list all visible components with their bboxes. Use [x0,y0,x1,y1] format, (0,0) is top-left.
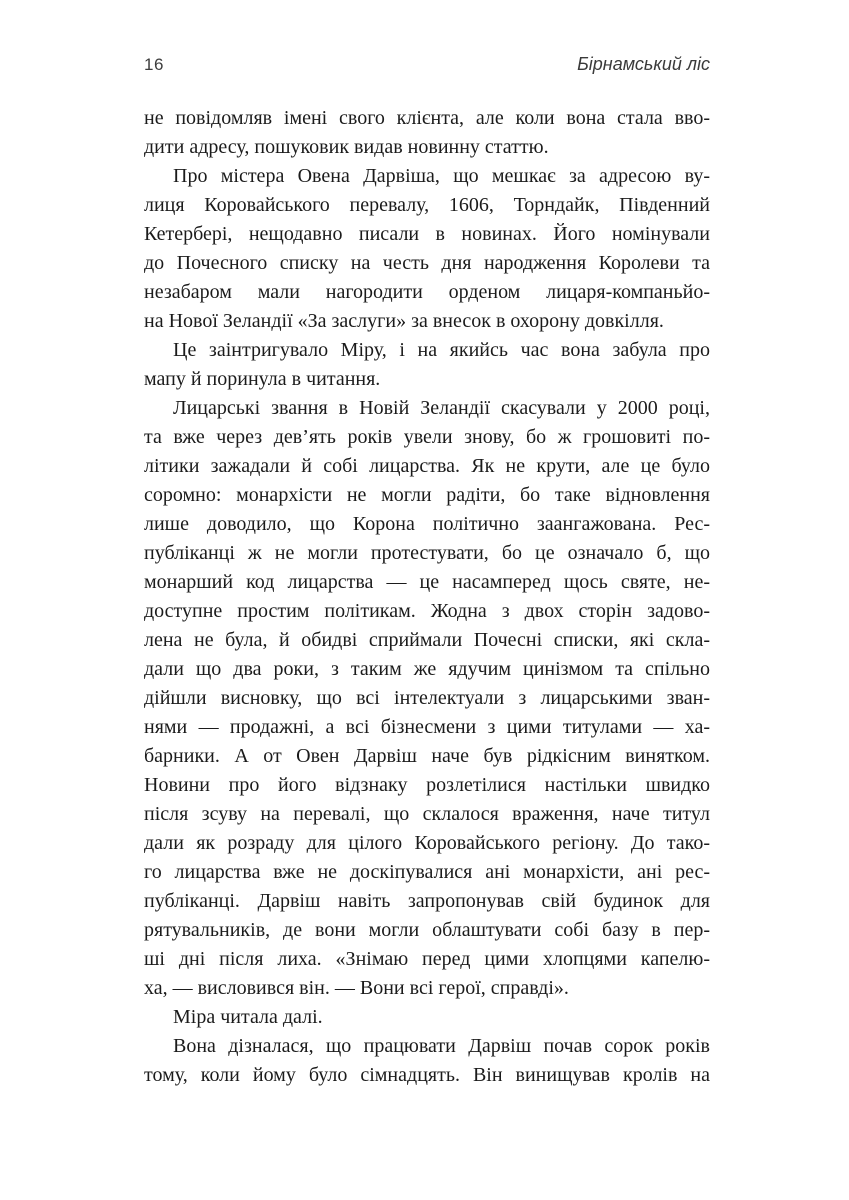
text-line: літики зажадали й собі лицарства. Як не крути, але це було [144,455,710,477]
running-title: Бірнамський ліс [577,54,710,74]
text-line: дали що два роки, з таким же ядучим цинізмом та спільно [144,658,710,680]
paragraph [144,394,710,1003]
text-line: Лицарські звання в Новій Зеландії скасували у 2000 році, [173,397,710,419]
text-line: дали як розраду для цілого Коровайського регіону. До тако- [144,832,710,854]
text-line: тому, коли йому було сімнадцять. Він винищував кролів на [144,1064,710,1086]
text-line: Це заінтригувало Міру, і на якийсь час вона забула про [173,339,710,361]
text-line: Новини про його відзнаку розлетілися настільки швидко [144,774,710,796]
text-line: барники. А от Овен Дарвіш наче був рідкісним винятком. [144,745,710,767]
text-line: Вона дізналася, що працювати Дарвіш почав сорок років [173,1035,710,1057]
text-line: до Почесного списку на честь дня народження Королеви та [144,252,710,274]
text-line: Міра читала далі. [173,1006,323,1028]
text-line: після зсуву на перевалі, що склалося враження, наче титул [144,803,710,825]
body-text [144,104,710,1090]
text-line: нями — продажні, а всі бізнесмени з цими титулами — ха- [144,716,710,738]
text-line: соромно: монархісти не могли радіти, бо таке відновлення [144,484,710,506]
text-line: публіканці ж не могли протестувати, бо це означало б, що [144,542,710,564]
text-line: доступне простим політикам. Жодна з двох сторін задово- [144,600,710,622]
text-line: мапу й поринула в читання. [144,368,381,390]
text-line: Кетербері, нещодавно писали в новинах. Його номінували [144,223,710,245]
text-line: лише доводило, що Корона політично заангажована. Рес- [144,513,710,535]
paragraph [144,1032,710,1090]
text-line: та вже через дев’ять років увели знову, бо ж грошовиті по- [144,426,710,448]
page-header [144,54,710,75]
text-line: лена не була, й обидві сприймали Почесні списки, які скла- [144,629,710,651]
text-line: на Нової Зеландії «За заслуги» за внесок в охорону довкілля. [144,310,664,332]
paragraph [144,162,710,336]
text-line: не повідомляв імені свого клієнта, але коли вона стала вво- [144,107,710,129]
text-line: Про містера Овена Дарвіша, що мешкає за адресою ву- [173,165,710,187]
text-line: незабаром мали нагородити орденом лицаря-компаньйо- [144,281,710,303]
text-line: монарший код лицарства — це насамперед щось святе, не- [144,571,710,593]
text-line: ха, — висловився він. — Вони всі герої, справді». [144,977,569,999]
text-line: лиця Коровайського перевалу, 1606, Торндайк, Південний [144,194,710,216]
text-line: рятувальників, де вони могли облаштувати собі базу в пер- [144,919,710,941]
text-line: дійшли висновку, що всі інтелектуали з лицарськими зван- [144,687,710,709]
text-line: го лицарства вже не доскіпувалися ані монархісти, ані рес- [144,861,710,883]
text-line: публіканці. Дарвіш навіть запропонував свій будинок для [144,890,710,912]
page-number: 16 [144,55,164,74]
text-line: ші дні після лиха. «Знімаю перед цими хлопцями капелю- [144,948,710,970]
paragraph [144,104,710,162]
text-line: дити адресу, пошуковик видав новинну статтю. [144,136,549,158]
paragraph [144,1003,710,1032]
paragraph [144,336,710,394]
